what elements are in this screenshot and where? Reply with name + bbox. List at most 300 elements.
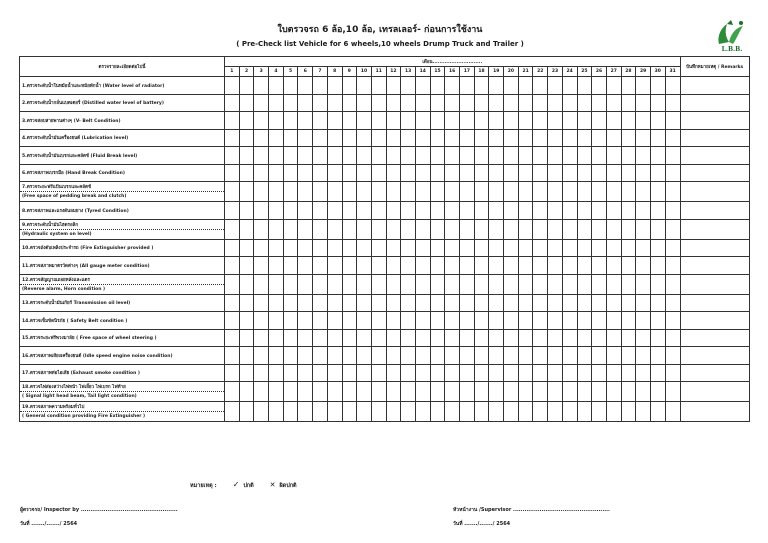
check-cell[interactable] [518,402,533,422]
check-cell[interactable] [636,312,651,330]
check-cell[interactable] [562,77,577,95]
check-cell[interactable] [401,77,416,95]
check-cell[interactable] [269,219,284,239]
check-cell[interactable] [269,147,284,165]
check-cell[interactable] [313,219,328,239]
check-cell[interactable] [415,274,430,294]
check-cell[interactable] [269,312,284,330]
check-cell[interactable] [577,274,592,294]
remark-cell[interactable] [680,112,749,130]
check-cell[interactable] [357,164,372,182]
check-cell[interactable] [357,274,372,294]
check-cell[interactable] [313,402,328,422]
check-cell[interactable] [269,364,284,382]
check-cell[interactable] [474,257,489,275]
check-cell[interactable] [298,182,313,202]
check-cell[interactable] [327,382,342,402]
check-cell[interactable] [357,329,372,347]
check-cell[interactable] [342,274,357,294]
check-cell[interactable] [401,182,416,202]
check-cell[interactable] [327,274,342,294]
check-cell[interactable] [650,294,665,312]
check-cell[interactable] [386,364,401,382]
check-cell[interactable] [225,239,240,257]
check-cell[interactable] [621,312,636,330]
check-cell[interactable] [225,219,240,239]
check-cell[interactable] [548,294,563,312]
check-cell[interactable] [430,129,445,147]
check-cell[interactable] [665,402,680,422]
check-cell[interactable] [386,164,401,182]
check-cell[interactable] [518,219,533,239]
check-cell[interactable] [283,182,298,202]
check-cell[interactable] [254,364,269,382]
check-cell[interactable] [474,112,489,130]
check-cell[interactable] [401,94,416,112]
check-cell[interactable] [357,182,372,202]
check-cell[interactable] [562,182,577,202]
check-cell[interactable] [577,112,592,130]
check-cell[interactable] [665,219,680,239]
check-cell[interactable] [283,112,298,130]
check-cell[interactable] [313,382,328,402]
check-cell[interactable] [577,257,592,275]
check-cell[interactable] [577,164,592,182]
check-cell[interactable] [269,202,284,220]
check-cell[interactable] [548,329,563,347]
check-cell[interactable] [562,274,577,294]
check-cell[interactable] [371,257,386,275]
check-cell[interactable] [430,364,445,382]
check-cell[interactable] [239,257,254,275]
remark-cell[interactable] [680,219,749,239]
check-cell[interactable] [445,219,460,239]
check-cell[interactable] [577,182,592,202]
check-cell[interactable] [327,219,342,239]
check-cell[interactable] [313,147,328,165]
check-cell[interactable] [269,94,284,112]
check-cell[interactable] [474,402,489,422]
check-cell[interactable] [342,77,357,95]
check-cell[interactable] [636,112,651,130]
check-cell[interactable] [254,294,269,312]
check-cell[interactable] [665,164,680,182]
check-cell[interactable] [489,402,504,422]
check-cell[interactable] [518,257,533,275]
check-cell[interactable] [518,147,533,165]
check-cell[interactable] [445,329,460,347]
check-cell[interactable] [386,329,401,347]
check-cell[interactable] [327,112,342,130]
check-cell[interactable] [254,164,269,182]
check-cell[interactable] [225,129,240,147]
check-cell[interactable] [415,294,430,312]
check-cell[interactable] [386,382,401,402]
check-cell[interactable] [533,382,548,402]
check-cell[interactable] [665,274,680,294]
check-cell[interactable] [577,382,592,402]
remark-cell[interactable] [680,129,749,147]
check-cell[interactable] [386,294,401,312]
check-cell[interactable] [562,347,577,365]
check-cell[interactable] [460,147,475,165]
check-cell[interactable] [283,329,298,347]
check-cell[interactable] [606,294,621,312]
check-cell[interactable] [298,347,313,365]
check-cell[interactable] [386,129,401,147]
check-cell[interactable] [430,94,445,112]
check-cell[interactable] [650,147,665,165]
check-cell[interactable] [474,312,489,330]
check-cell[interactable] [650,274,665,294]
check-cell[interactable] [342,164,357,182]
check-cell[interactable] [415,112,430,130]
check-cell[interactable] [298,274,313,294]
check-cell[interactable] [225,112,240,130]
check-cell[interactable] [283,202,298,220]
check-cell[interactable] [518,94,533,112]
check-cell[interactable] [401,312,416,330]
check-cell[interactable] [445,364,460,382]
check-cell[interactable] [445,239,460,257]
check-cell[interactable] [225,147,240,165]
remark-cell[interactable] [680,402,749,422]
check-cell[interactable] [533,312,548,330]
check-cell[interactable] [460,257,475,275]
check-cell[interactable] [313,202,328,220]
check-cell[interactable] [606,147,621,165]
check-cell[interactable] [254,239,269,257]
check-cell[interactable] [548,147,563,165]
check-cell[interactable] [621,274,636,294]
check-cell[interactable] [445,382,460,402]
check-cell[interactable] [518,274,533,294]
check-cell[interactable] [445,94,460,112]
check-cell[interactable] [342,112,357,130]
check-cell[interactable] [621,347,636,365]
check-cell[interactable] [518,329,533,347]
check-cell[interactable] [548,219,563,239]
check-cell[interactable] [665,112,680,130]
check-cell[interactable] [518,182,533,202]
check-cell[interactable] [313,239,328,257]
check-cell[interactable] [592,312,607,330]
check-cell[interactable] [577,147,592,165]
check-cell[interactable] [386,202,401,220]
check-cell[interactable] [371,219,386,239]
check-cell[interactable] [254,77,269,95]
check-cell[interactable] [313,329,328,347]
check-cell[interactable] [562,294,577,312]
check-cell[interactable] [606,239,621,257]
check-cell[interactable] [254,402,269,422]
check-cell[interactable] [357,364,372,382]
check-cell[interactable] [489,294,504,312]
check-cell[interactable] [489,147,504,165]
check-cell[interactable] [386,239,401,257]
check-cell[interactable] [518,164,533,182]
check-cell[interactable] [342,202,357,220]
check-cell[interactable] [357,294,372,312]
check-cell[interactable] [533,94,548,112]
check-cell[interactable] [474,239,489,257]
check-cell[interactable] [254,129,269,147]
check-cell[interactable] [548,274,563,294]
check-cell[interactable] [342,257,357,275]
remark-cell[interactable] [680,382,749,402]
check-cell[interactable] [504,364,519,382]
check-cell[interactable] [562,202,577,220]
check-cell[interactable] [269,402,284,422]
check-cell[interactable] [460,239,475,257]
check-cell[interactable] [327,202,342,220]
check-cell[interactable] [489,77,504,95]
check-cell[interactable] [562,257,577,275]
check-cell[interactable] [225,164,240,182]
check-cell[interactable] [239,329,254,347]
check-cell[interactable] [650,94,665,112]
check-cell[interactable] [548,257,563,275]
check-cell[interactable] [401,382,416,402]
check-cell[interactable] [269,239,284,257]
check-cell[interactable] [606,112,621,130]
check-cell[interactable] [606,347,621,365]
check-cell[interactable] [636,402,651,422]
check-cell[interactable] [371,274,386,294]
check-cell[interactable] [548,94,563,112]
check-cell[interactable] [239,347,254,365]
check-cell[interactable] [415,202,430,220]
check-cell[interactable] [415,382,430,402]
check-cell[interactable] [327,129,342,147]
remark-cell[interactable] [680,239,749,257]
check-cell[interactable] [445,147,460,165]
check-cell[interactable] [460,129,475,147]
check-cell[interactable] [621,219,636,239]
check-cell[interactable] [562,382,577,402]
check-cell[interactable] [548,112,563,130]
check-cell[interactable] [489,164,504,182]
check-cell[interactable] [636,329,651,347]
check-cell[interactable] [621,364,636,382]
check-cell[interactable] [430,402,445,422]
check-cell[interactable] [357,147,372,165]
check-cell[interactable] [313,347,328,365]
check-cell[interactable] [269,129,284,147]
check-cell[interactable] [636,219,651,239]
check-cell[interactable] [460,94,475,112]
check-cell[interactable] [254,312,269,330]
check-cell[interactable] [327,182,342,202]
check-cell[interactable] [533,347,548,365]
check-cell[interactable] [460,112,475,130]
check-cell[interactable] [327,147,342,165]
check-cell[interactable] [533,77,548,95]
check-cell[interactable] [621,402,636,422]
check-cell[interactable] [371,347,386,365]
check-cell[interactable] [460,274,475,294]
check-cell[interactable] [650,329,665,347]
check-cell[interactable] [239,94,254,112]
check-cell[interactable] [636,257,651,275]
check-cell[interactable] [650,347,665,365]
check-cell[interactable] [371,77,386,95]
check-cell[interactable] [342,364,357,382]
check-cell[interactable] [239,402,254,422]
check-cell[interactable] [650,219,665,239]
check-cell[interactable] [636,129,651,147]
check-cell[interactable] [283,257,298,275]
check-cell[interactable] [430,202,445,220]
check-cell[interactable] [327,329,342,347]
check-cell[interactable] [225,274,240,294]
check-cell[interactable] [239,274,254,294]
check-cell[interactable] [489,347,504,365]
check-cell[interactable] [415,182,430,202]
check-cell[interactable] [621,77,636,95]
check-cell[interactable] [592,94,607,112]
check-cell[interactable] [239,129,254,147]
check-cell[interactable] [430,329,445,347]
check-cell[interactable] [357,219,372,239]
check-cell[interactable] [577,312,592,330]
check-cell[interactable] [636,347,651,365]
check-cell[interactable] [430,257,445,275]
check-cell[interactable] [445,77,460,95]
check-cell[interactable] [606,364,621,382]
check-cell[interactable] [636,239,651,257]
check-cell[interactable] [533,219,548,239]
check-cell[interactable] [254,219,269,239]
check-cell[interactable] [562,164,577,182]
check-cell[interactable] [592,364,607,382]
check-cell[interactable] [445,402,460,422]
check-cell[interactable] [239,312,254,330]
check-cell[interactable] [592,129,607,147]
check-cell[interactable] [562,364,577,382]
check-cell[interactable] [327,347,342,365]
check-cell[interactable] [650,202,665,220]
check-cell[interactable] [357,347,372,365]
remark-cell[interactable] [680,182,749,202]
check-cell[interactable] [386,77,401,95]
check-cell[interactable] [371,329,386,347]
check-cell[interactable] [504,219,519,239]
check-cell[interactable] [283,347,298,365]
check-cell[interactable] [386,312,401,330]
check-cell[interactable] [665,312,680,330]
check-cell[interactable] [269,347,284,365]
check-cell[interactable] [460,77,475,95]
check-cell[interactable] [518,347,533,365]
check-cell[interactable] [474,219,489,239]
check-cell[interactable] [504,129,519,147]
check-cell[interactable] [548,402,563,422]
check-cell[interactable] [239,112,254,130]
check-cell[interactable] [504,294,519,312]
check-cell[interactable] [474,94,489,112]
remark-cell[interactable] [680,364,749,382]
check-cell[interactable] [327,239,342,257]
check-cell[interactable] [562,402,577,422]
check-cell[interactable] [239,77,254,95]
check-cell[interactable] [577,219,592,239]
check-cell[interactable] [489,312,504,330]
check-cell[interactable] [313,112,328,130]
check-cell[interactable] [430,219,445,239]
check-cell[interactable] [562,129,577,147]
check-cell[interactable] [577,329,592,347]
check-cell[interactable] [460,382,475,402]
check-cell[interactable] [665,94,680,112]
check-cell[interactable] [518,202,533,220]
check-cell[interactable] [665,77,680,95]
check-cell[interactable] [665,329,680,347]
check-cell[interactable] [621,239,636,257]
check-cell[interactable] [518,239,533,257]
check-cell[interactable] [533,402,548,422]
check-cell[interactable] [650,182,665,202]
check-cell[interactable] [415,219,430,239]
check-cell[interactable] [518,129,533,147]
check-cell[interactable] [650,112,665,130]
check-cell[interactable] [225,382,240,402]
check-cell[interactable] [562,147,577,165]
check-cell[interactable] [606,274,621,294]
check-cell[interactable] [283,364,298,382]
check-cell[interactable] [665,257,680,275]
check-cell[interactable] [342,329,357,347]
check-cell[interactable] [401,239,416,257]
check-cell[interactable] [577,77,592,95]
check-cell[interactable] [621,94,636,112]
check-cell[interactable] [650,77,665,95]
check-cell[interactable] [298,364,313,382]
check-cell[interactable] [371,182,386,202]
check-cell[interactable] [283,219,298,239]
check-cell[interactable] [357,312,372,330]
check-cell[interactable] [283,312,298,330]
check-cell[interactable] [298,329,313,347]
check-cell[interactable] [474,202,489,220]
check-cell[interactable] [371,364,386,382]
check-cell[interactable] [577,129,592,147]
check-cell[interactable] [327,257,342,275]
check-cell[interactable] [415,239,430,257]
check-cell[interactable] [606,129,621,147]
check-cell[interactable] [621,329,636,347]
check-cell[interactable] [460,294,475,312]
check-cell[interactable] [401,329,416,347]
check-cell[interactable] [606,219,621,239]
check-cell[interactable] [225,312,240,330]
check-cell[interactable] [533,239,548,257]
check-cell[interactable] [254,257,269,275]
check-cell[interactable] [474,77,489,95]
check-cell[interactable] [533,112,548,130]
check-cell[interactable] [592,219,607,239]
check-cell[interactable] [254,347,269,365]
check-cell[interactable] [650,239,665,257]
check-cell[interactable] [445,164,460,182]
check-cell[interactable] [460,347,475,365]
check-cell[interactable] [298,147,313,165]
check-cell[interactable] [636,94,651,112]
check-cell[interactable] [592,382,607,402]
check-cell[interactable] [577,347,592,365]
check-cell[interactable] [445,182,460,202]
check-cell[interactable] [548,129,563,147]
